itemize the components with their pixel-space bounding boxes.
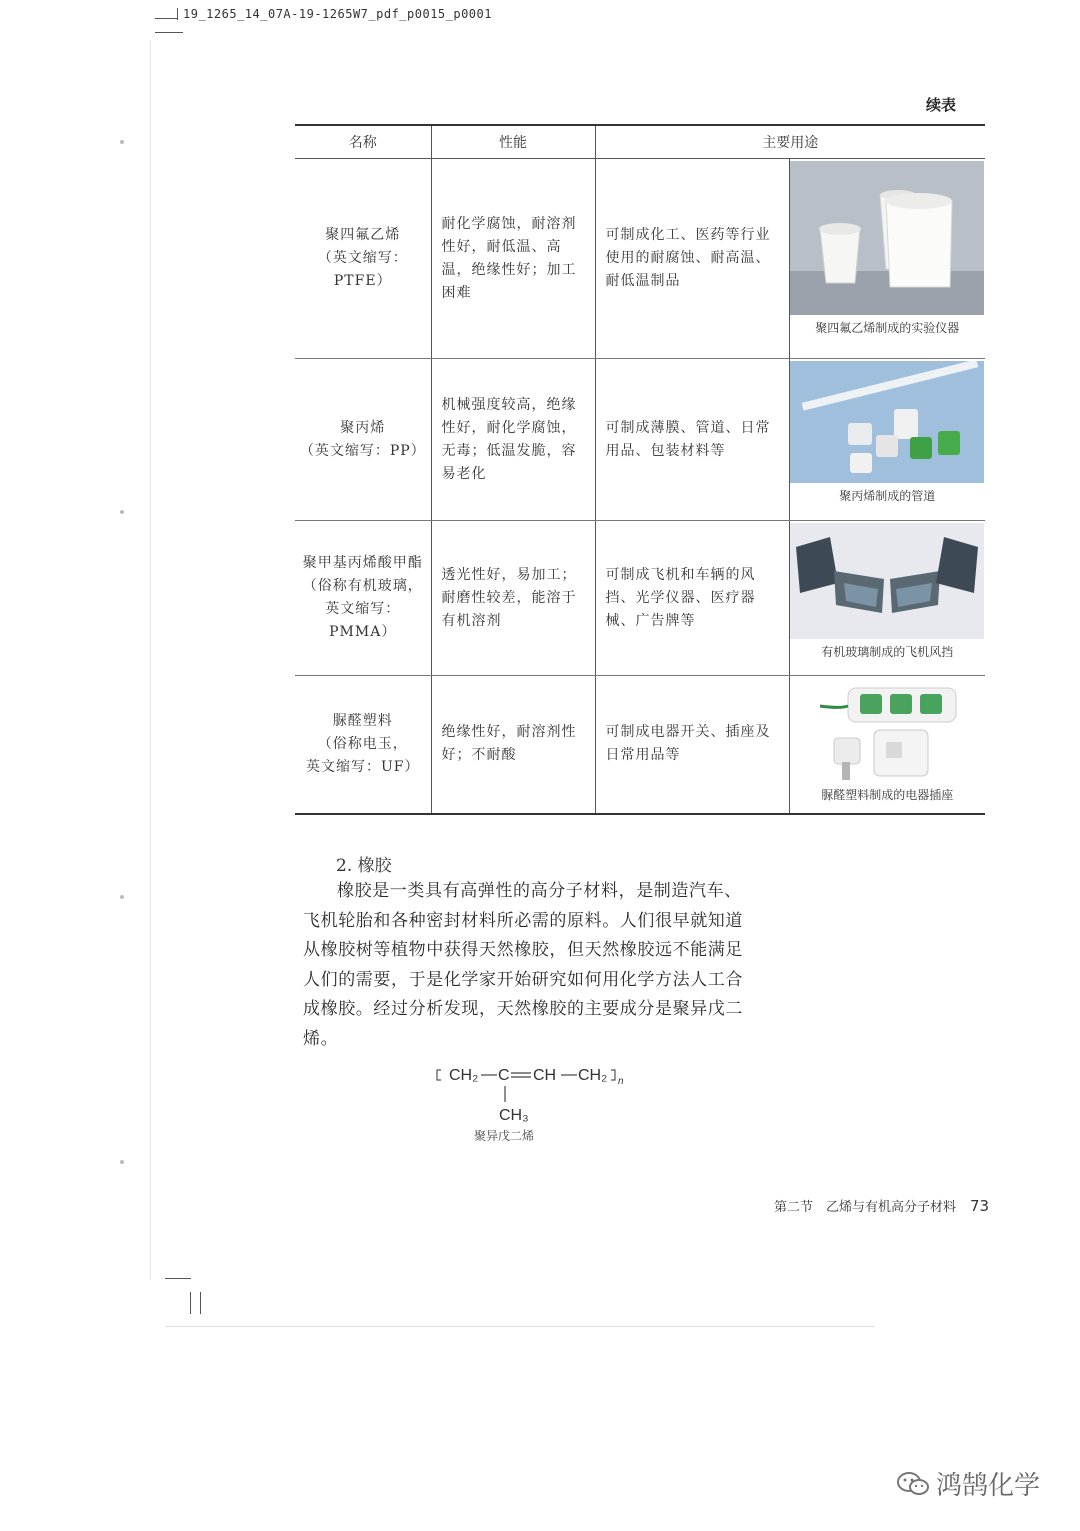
crop-mark: [190, 1292, 191, 1314]
polymer-image-cell: [789, 359, 985, 521]
crop-mark: [155, 18, 177, 19]
polymer-name: 聚甲基丙烯酸甲酯 （俗称有机玻璃， 英文缩写：PMMA）: [295, 521, 431, 676]
image-caption: 有机玻璃制成的飞机风挡: [821, 645, 954, 659]
column-header-properties: 性能: [431, 125, 595, 159]
crop-mark: [177, 8, 178, 20]
polymer-uses: 可制成化工、医药等行业使用的耐腐蚀、耐高温、耐低温制品: [595, 159, 789, 359]
page-number: 73: [970, 1197, 990, 1215]
watermark: [896, 1465, 1040, 1502]
section-title: 2. 橡胶: [336, 856, 392, 876]
formula-subscript-n: n: [618, 1076, 624, 1087]
page-edge: [165, 1326, 875, 1327]
table-row: [295, 676, 985, 814]
aircraft-windshield-photo: [790, 523, 984, 639]
crop-mark: [165, 1278, 191, 1279]
crop-mark: [155, 32, 183, 33]
image-caption: 脲醛塑料制成的电器插座: [821, 788, 954, 802]
polymer-properties: 耐化学腐蚀，耐溶剂性好，耐低温、高温，绝缘性好；加工困难: [431, 159, 595, 359]
image-caption: 聚四氟乙烯制成的实验仪器: [815, 321, 960, 335]
formula-c: C: [498, 1067, 510, 1084]
watermark-text: 鸿鹄化学: [936, 1471, 1041, 1501]
column-header-uses: 主要用途: [595, 125, 985, 159]
polymer-name: 脲醛塑料 （俗称电玉， 英文缩写：UF）: [295, 676, 431, 814]
footer-section-label: 第二节 乙烯与有机高分子材料: [774, 1200, 957, 1215]
formula-ch2-right: CH₂: [578, 1067, 608, 1084]
polymer-image-cell: [789, 676, 985, 814]
image-caption: 聚丙烯制成的管道: [839, 489, 936, 503]
scan-dot: [120, 510, 124, 514]
polymer-name: 聚四氟乙烯 （英文缩写：PTFE）: [295, 159, 431, 359]
table-header-row: [295, 125, 985, 159]
formula-ch2-left: CH₂: [449, 1067, 479, 1084]
polymer-name: 聚丙烯 （英文缩写：PP）: [295, 359, 431, 521]
formula-caption: 聚异戊二烯: [474, 1129, 535, 1143]
polymer-image-cell: [789, 159, 985, 359]
page-footer: [774, 1196, 989, 1215]
scan-dot: [120, 140, 124, 144]
polyisoprene-formula: [435, 1062, 675, 1142]
polymer-uses: 可制成电器开关、插座及日常用品等: [595, 676, 789, 814]
ptfe-beakers-photo: [790, 161, 984, 315]
polymer-properties: 绝缘性好，耐溶剂性好；不耐酸: [431, 676, 595, 814]
table-row: [295, 521, 985, 676]
formula-methyl: CH₃: [499, 1107, 529, 1124]
formula-ch: CH: [533, 1067, 557, 1084]
polymer-properties: 透光性好，易加工；耐磨性较差，能溶于有机溶剂: [431, 521, 595, 676]
section-paragraph: 橡胶是一类具有高弹性的高分子材料，是制造汽车、飞机轮胎和各种密封材料所必需的原料。人们很早就知道从橡胶树等植物中获得天然橡胶，但天然橡胶远不能满足人们的需要，于是化学家开始研究如何用化学方法人工合成橡胶。经过分析发现，天然橡胶的主要成分是聚异戊二烯。: [303, 881, 743, 1049]
table-row: [295, 159, 985, 359]
page-edge: [150, 40, 151, 1280]
table-row: [295, 359, 985, 521]
crop-mark: [200, 1292, 201, 1314]
continued-label: 续表: [925, 96, 956, 114]
pp-pipes-photo: [790, 361, 984, 483]
file-code: 19_1265_14_07A-19-1265W7_pdf_p0015_p0001: [183, 7, 492, 21]
power-socket-photo: [790, 678, 984, 782]
polymer-uses: 可制成飞机和车辆的风挡、光学仪器、医疗器械、广告牌等: [595, 521, 789, 676]
wechat-icon: [896, 1470, 930, 1498]
column-header-name: 名称: [295, 125, 431, 159]
polymer-table: [295, 124, 985, 815]
scan-dot: [120, 895, 124, 899]
polymer-image-cell: [789, 521, 985, 676]
polymer-uses: 可制成薄膜、管道、日常用品、包装材料等: [595, 359, 789, 521]
polymer-properties: 机械强度较高，绝缘性好，耐化学腐蚀，无毒；低温发脆，容易老化: [431, 359, 595, 521]
scan-dot: [120, 1160, 124, 1164]
